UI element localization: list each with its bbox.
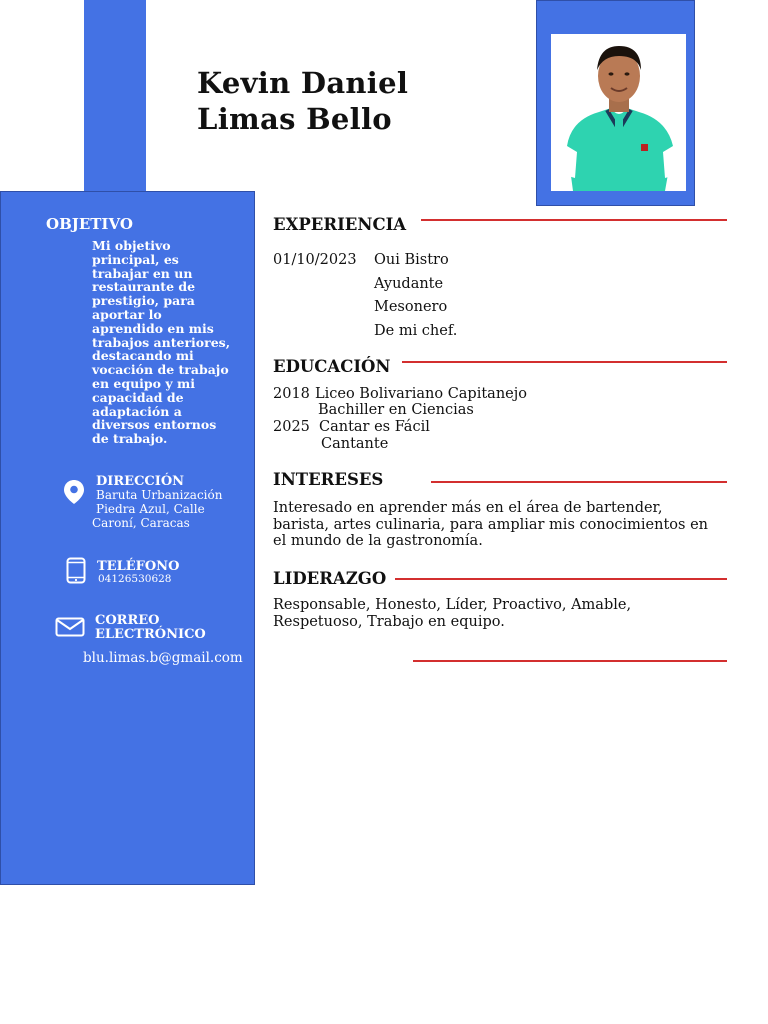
education-school-1: Liceo Bolivariano Capitanejo bbox=[315, 386, 527, 402]
bottom-divider bbox=[413, 660, 727, 662]
education-year-2: 2025 bbox=[273, 419, 310, 435]
address-line-2: Piedra Azul, Calle bbox=[96, 502, 205, 516]
email-title-1: CORREO bbox=[95, 613, 160, 628]
top-decor-strip bbox=[84, 0, 146, 192]
interests-divider bbox=[431, 481, 727, 483]
objective-title: OBJETIVO bbox=[46, 215, 133, 233]
email-title-2: ELECTRÓNICO bbox=[95, 627, 206, 642]
location-pin-icon bbox=[63, 479, 85, 509]
address-line-1: Baruta Urbanización bbox=[96, 488, 223, 502]
name-last: Limas Bello bbox=[197, 102, 392, 136]
education-degree-2: Cantante bbox=[321, 436, 389, 452]
education-degree-1: Bachiller en Ciencias bbox=[318, 402, 474, 418]
photo-frame bbox=[536, 0, 695, 206]
experience-divider bbox=[421, 219, 727, 221]
name-first: Kevin Daniel bbox=[197, 66, 409, 100]
education-year-1: 2018 bbox=[273, 386, 310, 402]
email-address[interactable]: blu.limas.b@gmail.com bbox=[83, 650, 243, 666]
education-school-2: Cantar es Fácil bbox=[319, 419, 430, 435]
experience-title: EXPERIENCIA bbox=[273, 215, 407, 234]
experience-line-2: Ayudante bbox=[374, 276, 444, 292]
experience-line-3: Mesonero bbox=[374, 299, 448, 315]
address-line-3: Caroní, Caracas bbox=[92, 516, 190, 530]
leadership-title: LIDERAZGO bbox=[273, 569, 387, 588]
leadership-text: Responsable, Honesto, Líder, Proactivo, Amable, Respetuoso, Trabajo en equipo. bbox=[273, 597, 632, 630]
leadership-divider bbox=[395, 578, 727, 580]
experience-line-4: De mi chef. bbox=[374, 323, 458, 339]
interests-title: INTERESES bbox=[273, 470, 384, 489]
education-divider bbox=[402, 361, 727, 363]
phone-title: TELÉFONO bbox=[97, 559, 180, 574]
education-title: EDUCACIÓN bbox=[273, 357, 391, 376]
experience-date: 01/10/2023 bbox=[273, 252, 357, 268]
address-title: DIRECCIÓN bbox=[96, 474, 185, 489]
envelope-icon bbox=[55, 617, 85, 641]
phone-icon bbox=[66, 557, 86, 588]
objective-text: Mi objetivo principal, es trabajar en un restaurante de prestigio, para aportar lo aprendido en mis trabajos anteriores, destacando mi vocación de trabajo en equipo y mi capacidad de adaptación a diversos entornos de trabajo. bbox=[92, 238, 231, 447]
experience-line-1: Oui Bistro bbox=[374, 252, 449, 268]
phone-number: 04126530628 bbox=[98, 573, 172, 585]
profile-photo bbox=[551, 34, 686, 191]
interests-text: Interesado en aprender más en el área de bartender, barista, artes culinaria, para ampliar mis conocimientos en el mundo de la gastronomía. bbox=[273, 500, 709, 549]
